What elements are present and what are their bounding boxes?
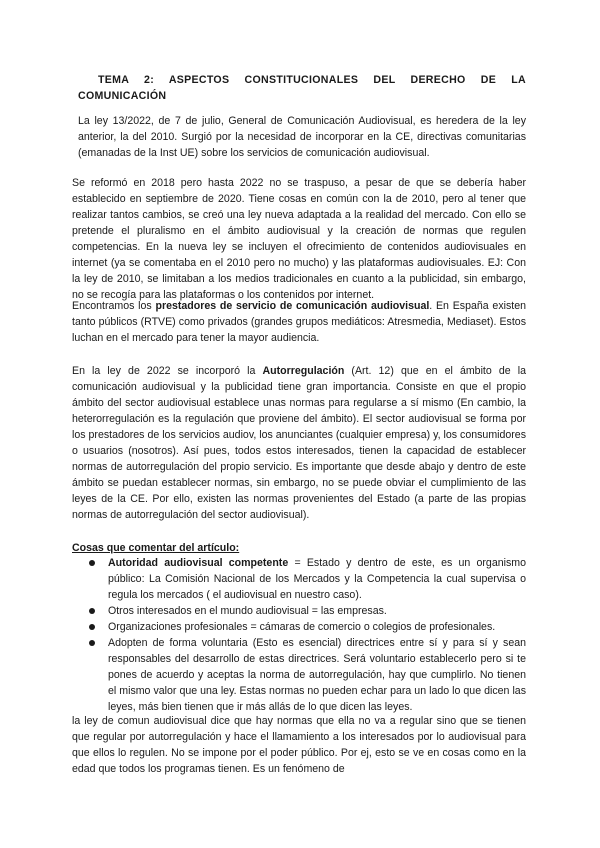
bullet-icon xyxy=(89,624,95,630)
list-item xyxy=(72,603,526,619)
document-title-text: TEMA 2: ASPECTOS CONSTITUCIONALES DEL DERECHO DE LA COMUNICACIÓN xyxy=(78,74,526,102)
document-title xyxy=(78,72,526,104)
section-heading: Cosas que comentar del artículo: xyxy=(72,542,240,554)
term-autorregulacion: Autorregulación xyxy=(262,365,345,377)
bullet-icon xyxy=(89,640,95,646)
term-prestadores: prestadores de servicio de comunicación audiovisual xyxy=(155,300,430,312)
paragraph-prestadores xyxy=(72,298,526,346)
paragraph-reform: Se reformó en 2018 pero hasta 2022 no se traspuso, a pesar de que se debería haber establecido en septiembre de 2020. Tiene cosas en común con la de 2010, pero al tener que realizar tantos cambios, se creó una ley nueva adaptada a la realidad del mercado. Con ello se pretende el pluralismo en el ámbito audiovisual y la creación de normas que regulen competencias. En la nueva ley se incluyen el ofrecimiento de contenidos audiovisuales en internet (ya se comentaba en el 2010 pero no mucho) y las plataformas audiovisuales. EJ: Con la ley de 2010, se limitaban a los medios tradicionales en cuanto a la publicidad, sin embargo, no se recogía para las plataformas o los contenidos por internet. xyxy=(72,177,526,301)
paragraph-prestadores-start: Encontramos los xyxy=(72,300,156,312)
paragraph-intro: La ley 13/2022, de 7 de julio, General de Comunicación Audiovisual, es heredera de la ley anterior, la del 2010. Surgió por la necesidad de incorporar en la CE, directivas comunitarias (emanadas de la Inst UE) sobre los servicios de comunicación audiovisual. xyxy=(78,115,526,159)
bullet-icon xyxy=(89,560,95,566)
bullet-text: Adopten de forma voluntaria (Esto es esencial) directrices entre sí y para sí y sean responsables del desarrollo de estas directrices. Será voluntario establecerlo pero si te pones de acuerdo y aceptas la norma de autorregulación, hay que cumplirlo. No tienen el mismo valor que una ley. Estas normas no pueden echar para un lado lo que dicen las leyes, más bien tienen que ir más allás de lo que dicen las leyes. xyxy=(108,637,526,713)
paragraph-prestadores-end: . En España existen tanto públicos (RTVE) como privados (grandes grupos mediáticos: Atresmedia, Mediaset). Estos luchan en el mercado para tener la mayor audiencia. xyxy=(72,300,526,344)
bullet-icon xyxy=(89,608,95,614)
bullet-term: Autoridad audiovisual competente xyxy=(108,557,289,569)
bullet-text: Organizaciones profesionales = cámaras de comercio o colegios de profesionales. xyxy=(108,621,496,633)
bullet-list xyxy=(72,555,526,715)
list-item xyxy=(72,555,526,603)
list-item xyxy=(72,619,526,635)
paragraph-closing: la ley de comun audiovisual dice que hay normas que ella no va a regular sino que se tienen que regular por autorregulación y hace el llamamiento a los interesados por lo audiovisual para que ellos lo regulen. No se impone por el poder público. Por ej, esto se ve en cosas como en la edad que todos los programas tienen. Es un fenómeno de xyxy=(72,715,526,775)
paragraph-autorregulacion-end: (Art. 12) que en el ámbito de la comunicación audiovisual y la publicidad tiene gran importancia. Consiste en que el propio ámbito del sector audiovisual establece unas normas para regularse a sí mismo (En cambio, la heterorregulación es la regulación que proviene del ámbito). El sector audiovisual se forma por los prestadores de los servicios audiov, los anunciantes (cualquier empresa) y, los consumidores o usuarios (nosotros). Así pues, todos estos interesados, tienen la capacidad de establecer normas de autorregulación del propio servicio. Es importante que desde abajo y dentro de este ámbito se puedan establecer normas, sin embargo, no se puede obviar el cumplimiento de las leyes de la CE. Por ello, existen las normas provenientes del Estado (a parte de las propias normas de autorregulación del sector audiovisual). xyxy=(72,365,526,521)
paragraph-autorregulacion xyxy=(72,363,526,523)
list-item xyxy=(72,635,526,715)
bullet-text: Otros interesados en el mundo audiovisual = las empresas. xyxy=(108,605,387,617)
paragraph-autorregulacion-start: En la ley de 2022 se incorporó la xyxy=(72,365,263,377)
bullet-text: = Estado y dentro de este, es un organismo público: La Comisión Nacional de los Mercados y la Competencia la cual supervisa o regula los mercados ( el audiovisual en nuestro caso). xyxy=(108,557,526,601)
